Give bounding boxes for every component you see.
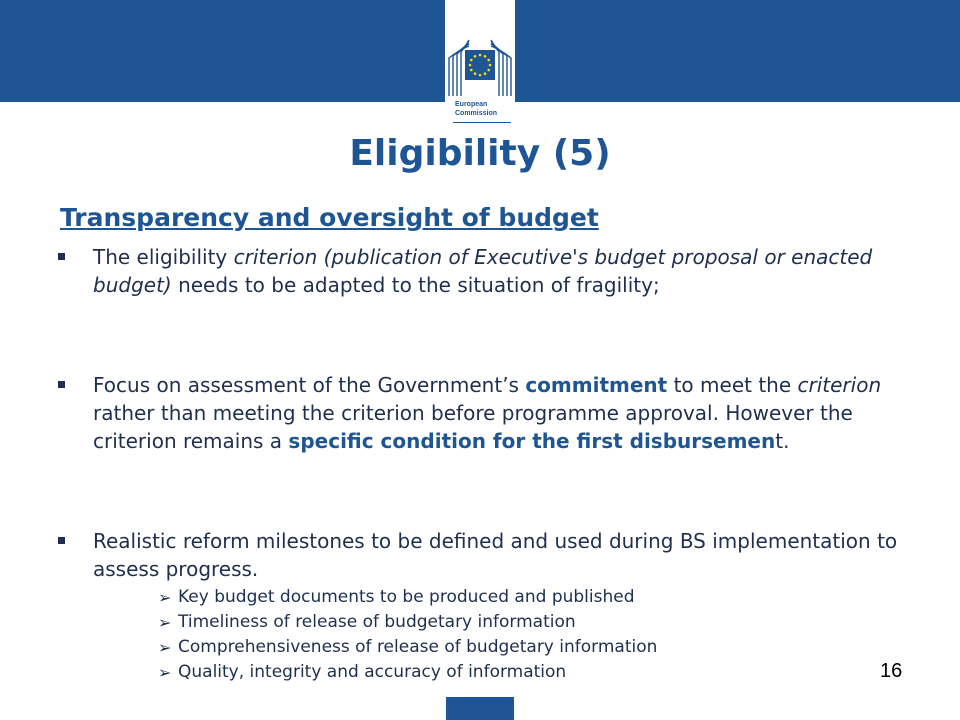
subbullet-text: Quality, integrity and accuracy of information: [178, 662, 567, 682]
subbullet-text: Timeliness of release of budgetary information: [178, 612, 576, 632]
european-commission-logo: [445, 0, 515, 130]
page-number: 16: [880, 660, 903, 682]
commission-building-icon: [445, 0, 515, 100]
bullet2-part7: t.: [775, 429, 790, 453]
subbullet-text: Comprehensiveness of release of budgetary information: [178, 637, 658, 657]
logo-text: [455, 100, 511, 118]
bullet1-italic: criterion (publication of Executive's budget proposal or enacted budget): [93, 245, 873, 297]
bullet2-criterion: criterion: [797, 373, 882, 397]
bullet-item-3: [58, 527, 898, 583]
square-bullet-icon: [58, 381, 65, 388]
logo-text-line1: European: [455, 101, 488, 108]
arrow-bullet-icon: ➢: [158, 588, 172, 607]
slide-title: Eligibility (5): [349, 133, 611, 174]
bullet-text-3: Realistic reform milestones to be defined and used during BS implementation to assess progress.: [93, 529, 898, 581]
bullet2-specific-condition: specific condition for the first disbursemen: [288, 429, 776, 453]
bullet-text-1: [93, 243, 898, 299]
subbullet-item: [158, 585, 878, 610]
bullet1-part1: The eligibility: [93, 245, 234, 269]
footer-tab: [446, 697, 514, 720]
arrow-bullet-icon: ➢: [158, 638, 172, 657]
logo-divider: [453, 122, 511, 123]
bullet-item-2: [58, 371, 898, 455]
subbullet-item: [158, 660, 878, 685]
arrow-bullet-icon: ➢: [158, 663, 172, 682]
subbullet-item: [158, 635, 878, 660]
square-bullet-icon: [58, 253, 65, 260]
bullet1-part3: needs to be adapted to the situation of fragility;: [171, 273, 660, 297]
bullet2-part3: to meet the: [667, 373, 798, 397]
logo-text-line2: Commission: [455, 110, 498, 117]
arrow-bullet-icon: ➢: [158, 613, 172, 632]
subbullet-item: [158, 610, 878, 635]
bullet-text-2: [93, 371, 898, 455]
bullet2-part1: Focus on assessment of the Government’s: [93, 373, 526, 397]
bullet2-part5: rather than meeting the criterion before programme approval. However the criterion remains a: [93, 401, 853, 453]
bullet2-commitment: commitment: [525, 373, 668, 397]
square-bullet-icon: [58, 537, 65, 544]
section-heading: Transparency and oversight of budget: [60, 203, 599, 232]
subbullet-list: [158, 585, 878, 685]
bullet-item-1: [58, 243, 898, 299]
subbullet-text: Key budget documents to be produced and published: [178, 587, 635, 607]
